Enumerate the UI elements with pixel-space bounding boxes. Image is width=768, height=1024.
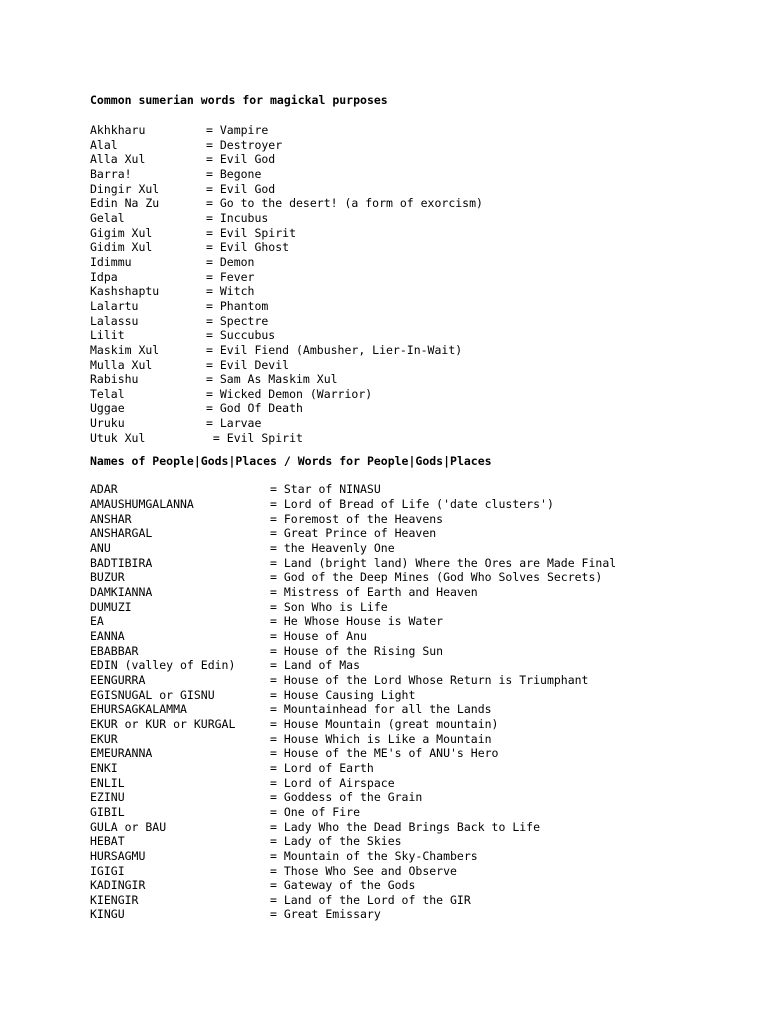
entry-definition: = Land of the Lord of the GIR — [270, 892, 471, 907]
list-item — [90, 512, 760, 527]
list-item — [90, 864, 760, 879]
entry-definition: = Begone — [206, 166, 262, 181]
list-item — [90, 893, 760, 908]
entry-term: Alal — [90, 137, 118, 152]
entry-term: Alla Xul — [90, 152, 146, 167]
list-item — [90, 226, 760, 241]
entry-definition: = Lady Who the Dead Brings Back to Life — [270, 819, 541, 834]
entry-term: AMAUSHUMGALANNA — [90, 497, 194, 512]
entry-definition: = Goddess of the Grain — [270, 790, 423, 805]
entry-term: Idpa — [90, 269, 118, 284]
list-item — [90, 644, 760, 659]
entry-definition: = Lord of Airspace — [270, 775, 395, 790]
entry-definition: = Son Who is Life — [270, 599, 388, 614]
entry-definition: = Fever — [206, 269, 255, 284]
list-item — [90, 372, 760, 387]
entry-definition: = He Whose House is Water — [270, 614, 444, 629]
entry-term: HURSAGMU — [90, 848, 146, 863]
entry-term: Lilit — [90, 328, 125, 343]
entry-definition: = Sam As Maskim Xul — [206, 372, 338, 387]
list-item — [90, 658, 760, 673]
entry-term: KIENGIR — [90, 892, 139, 907]
entry-definition: = Land of Mas — [270, 658, 361, 673]
list-item — [90, 123, 760, 138]
entry-term: HEBAT — [90, 834, 125, 849]
list-item — [90, 746, 760, 761]
entry-definition: = Vampire — [206, 123, 269, 137]
entry-term: Lalassu — [90, 313, 139, 328]
entry-definition: = Evil Spirit — [206, 430, 303, 445]
entry-definition: = Evil God — [206, 181, 276, 196]
entry-term: EKUR or KUR or KURGAL — [90, 716, 236, 731]
entry-definition: = Lord of Bread of Life ('date clusters') — [270, 497, 554, 512]
entry-term: Barra! — [90, 166, 132, 181]
entry-term: Gidim Xul — [90, 240, 153, 255]
entry-term: DUMUZI — [90, 599, 132, 614]
list-item — [90, 343, 760, 358]
list-item — [90, 328, 760, 343]
entry-definition: = Larvae — [206, 416, 262, 431]
list-item — [90, 526, 760, 541]
entry-term: EMEURANNA — [90, 746, 153, 761]
entry-definition: = Mountainhead for all the Lands — [270, 702, 492, 717]
list-item — [90, 196, 760, 211]
entry-term: Uggae — [90, 401, 125, 416]
entry-term: Gigim Xul — [90, 225, 153, 240]
entry-term: BUZUR — [90, 570, 125, 585]
entry-term: ENLIL — [90, 775, 125, 790]
entry-definition: = Land (bright land) Where the Ores are Made Final — [270, 555, 617, 570]
entry-term: Dingir Xul — [90, 181, 160, 196]
entry-definition: = Evil Spirit — [206, 225, 297, 240]
entry-definition: = Foremost of the Heavens — [270, 511, 444, 526]
list-item — [90, 138, 760, 153]
entry-definition: = House of the Lord Whose Return is Triumphant — [270, 672, 589, 687]
entry-term: ANSHAR — [90, 511, 132, 526]
list-item — [90, 907, 760, 922]
entry-term: EA — [90, 614, 104, 629]
entry-definition: = Phantom — [206, 298, 269, 313]
entry-term: KINGU — [90, 907, 125, 922]
list-item — [90, 167, 760, 182]
entry-term: ADAR — [90, 482, 118, 497]
entry-term: GULA or BAU — [90, 819, 167, 834]
list-item — [90, 270, 760, 285]
entry-definition: = Evil Fiend (Ambusher, Lier-In-Wait) — [206, 342, 463, 357]
entry-definition: = Mistress of Earth and Heaven — [270, 585, 478, 600]
entry-definition: = Gateway of the Gods — [270, 878, 416, 893]
list-item — [90, 182, 760, 197]
entry-term: Mulla Xul — [90, 357, 153, 372]
entry-term: EENGURRA — [90, 672, 146, 687]
entry-definition: = Succubus — [206, 328, 276, 343]
list-item — [90, 820, 760, 835]
entry-definition: = House of the ME's of ANU's Hero — [270, 746, 499, 761]
entry-term: Maskim Xul — [90, 342, 160, 357]
entry-term: Edin Na Zu — [90, 196, 160, 211]
entry-definition: = One of Fire — [270, 804, 361, 819]
list-item — [90, 431, 760, 446]
list-item — [90, 878, 760, 893]
list-item — [90, 401, 760, 416]
list-item — [90, 152, 760, 167]
names-list — [90, 482, 760, 922]
list-item — [90, 849, 760, 864]
entry-definition: = Star of NINASU — [270, 482, 381, 497]
entry-definition: = Demon — [206, 254, 255, 269]
list-item — [90, 790, 760, 805]
list-item — [90, 761, 760, 776]
entry-definition: = Great Prince of Heaven — [270, 526, 437, 541]
list-item — [90, 284, 760, 299]
list-item — [90, 629, 760, 644]
document-page — [90, 92, 760, 922]
entry-term: Gelal — [90, 210, 125, 225]
list-item — [90, 673, 760, 688]
entry-definition: = House Causing Light — [270, 687, 416, 702]
entry-term: ANU — [90, 541, 111, 556]
list-item — [90, 702, 760, 717]
list-item — [90, 776, 760, 791]
list-item — [90, 314, 760, 329]
list-item — [90, 541, 760, 556]
list-item — [90, 211, 760, 226]
entry-term: Telal — [90, 386, 125, 401]
entry-definition: = Lord of Earth — [270, 760, 374, 775]
list-item — [90, 240, 760, 255]
list-item — [90, 717, 760, 732]
entry-definition: = Lady of the Skies — [270, 834, 402, 849]
entry-term: EHURSAGKALAMMA — [90, 702, 187, 717]
list-item — [90, 299, 760, 314]
entry-definition: = Destroyer — [206, 137, 283, 152]
list-item — [90, 585, 760, 600]
entry-definition: = House Mountain (great mountain) — [270, 716, 499, 731]
list-item — [90, 570, 760, 585]
entry-term: Idimmu — [90, 254, 132, 269]
entry-definition: = Mountain of the Sky-Chambers — [270, 848, 478, 863]
entry-term: ENKI — [90, 760, 118, 775]
entry-term: DAMKIANNA — [90, 585, 153, 600]
entry-definition: = Those Who See and Observe — [270, 863, 457, 878]
list-item — [90, 482, 760, 497]
entry-definition: = House of the Rising Sun — [270, 643, 444, 658]
section-heading-magickal-words: Common sumerian words for magickal purposes — [90, 93, 388, 107]
entry-definition: = Go to the desert! (a form of exorcism) — [206, 196, 483, 211]
entry-term: KADINGIR — [90, 878, 146, 893]
entry-term: Akhkharu — [90, 123, 146, 137]
entry-term: Lalartu — [90, 298, 139, 313]
list-item — [90, 600, 760, 615]
entry-term: Utuk Xul — [90, 430, 146, 445]
list-item — [90, 497, 760, 512]
list-item — [90, 834, 760, 849]
entry-definition: = Evil Devil — [206, 357, 290, 372]
entry-term: GIBIL — [90, 804, 125, 819]
entry-term: IGIGI — [90, 863, 125, 878]
list-item — [90, 255, 760, 270]
list-item — [90, 688, 760, 703]
entry-term: EBABBAR — [90, 643, 139, 658]
entry-term: Kashshaptu — [90, 284, 160, 299]
list-item — [90, 805, 760, 820]
list-item — [90, 732, 760, 747]
entry-term: EZINU — [90, 790, 125, 805]
list-item — [90, 387, 760, 402]
entry-term: EDIN (valley of Edin) — [90, 658, 236, 673]
entry-term: EANNA — [90, 629, 125, 643]
entry-definition: = Incubus — [206, 210, 269, 225]
entry-definition: = House of Anu — [270, 629, 367, 643]
list-item — [90, 358, 760, 373]
magickal-words-list — [90, 123, 760, 445]
entry-definition: = Spectre — [206, 313, 269, 328]
entry-definition: = the Heavenly One — [270, 541, 395, 556]
entry-term: EGISNUGAL or GISNU — [90, 687, 215, 702]
entry-definition: = Evil God — [206, 152, 276, 167]
entry-definition: = God of the Deep Mines (God Who Solves Secrets) — [270, 570, 603, 585]
entry-definition: = House Which is Like a Mountain — [270, 731, 492, 746]
entry-term: ANSHARGAL — [90, 526, 153, 541]
entry-definition: = Evil Ghost — [206, 240, 290, 255]
entry-term: EKUR — [90, 731, 118, 746]
entry-term: Rabishu — [90, 372, 139, 387]
section-heading-names: Names of People|Gods|Places / Words for People|Gods|Places — [90, 454, 492, 469]
list-item — [90, 556, 760, 571]
list-item — [90, 614, 760, 629]
entry-term: BADTIBIRA — [90, 555, 153, 570]
entry-definition: = Wicked Demon (Warrior) — [206, 386, 373, 401]
list-item — [90, 416, 760, 431]
entry-definition: = God Of Death — [206, 401, 303, 416]
entry-definition: = Great Emissary — [270, 907, 381, 922]
entry-term: Uruku — [90, 416, 125, 431]
entry-definition: = Witch — [206, 284, 255, 299]
